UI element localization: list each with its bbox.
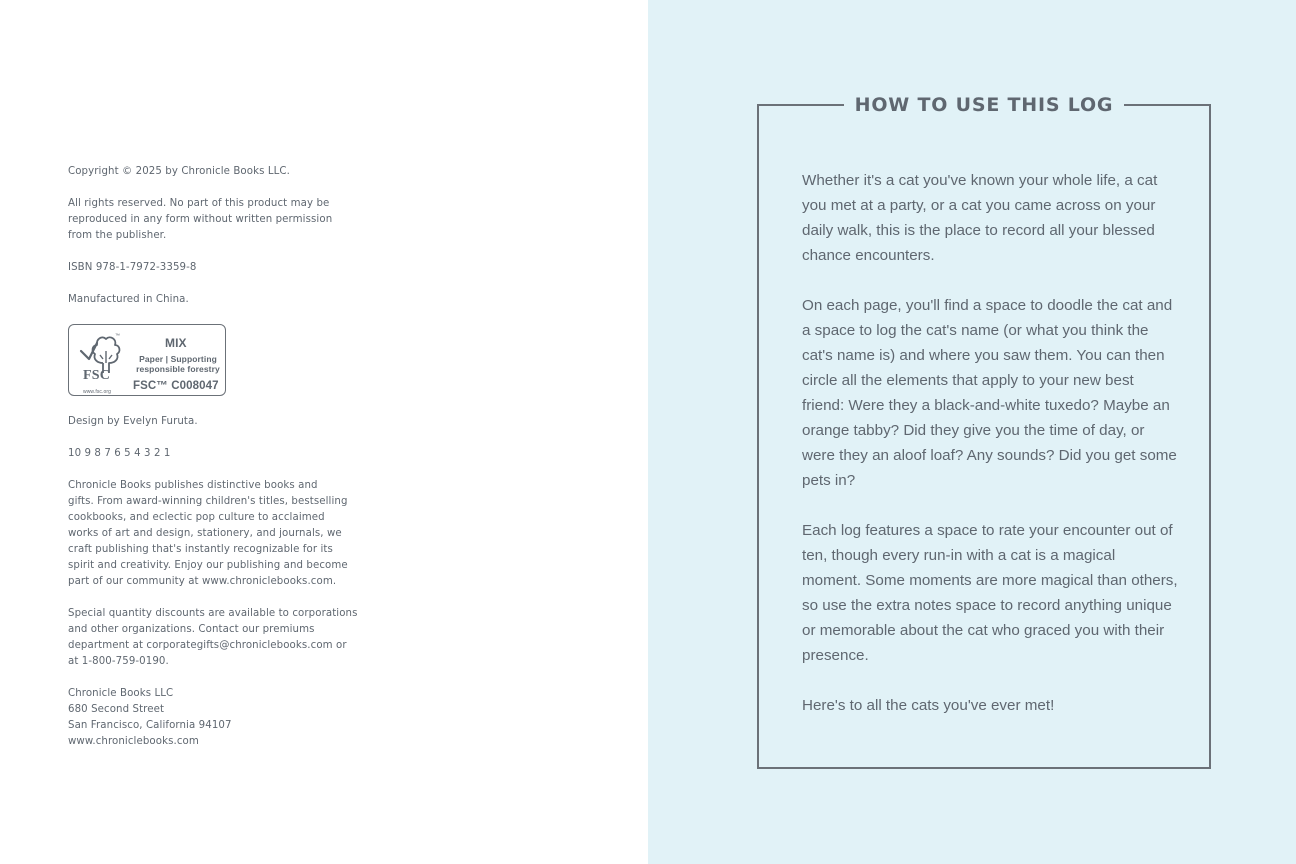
manufactured-in: Manufactured in China. — [68, 294, 189, 305]
publisher-about: Chronicle Books publishes distinctive books and gifts. From award-winning children's titles, bestselling cookbooks, and eclectic pop culture to acclaimed works of art and design, stationery, and journals, we craft publishing that's instantly recognizable for its spirit and creativity. Enjoy our publishing and become part of our community at www.chroniclebooks.com. — [68, 480, 348, 587]
paragraph-rating: Each log features a space to rate your encounter out of ten, though every run-in with a cat is a magical moment. Some moments are more magical than others, so use the extra notes space to record anything unique or memorable about the cat who graced you with their presence. — [802, 522, 1178, 664]
paragraph-doodle: On each page, you'll find a space to doodle the cat and a space to log the cat's name (or what you think the cat's name is) and where you saw them. You can then circle all the elements that apply to your new best friend: Were they a black-and-white tuxedo? Maybe an orange tabby? Did they give you the time of day, or were they an aloof loaf? Any sounds? Did you get some pets in? — [802, 297, 1177, 489]
fsc-url: www.fsc.org — [83, 389, 112, 395]
design-credit: Design by Evelyn Furuta. — [68, 416, 198, 427]
printing-line: 10 9 8 7 6 5 4 3 2 1 — [68, 448, 171, 459]
fsc-description: Paper | Supporting responsible forestry — [136, 354, 220, 374]
fsc-mix-label: MIX — [165, 336, 187, 350]
isbn: ISBN 978-1-7972-3359-8 — [68, 262, 197, 273]
paragraph-closing: Here's to all the cats you've ever met! — [802, 697, 1055, 714]
rights-statement: All rights reserved. No part of this product may be reproduced in any form without written permission from the publisher. — [68, 198, 333, 241]
copyright-block — [68, 164, 368, 766]
fsc-trademark: ™ — [115, 333, 121, 339]
fsc-code: FSC™ C008047 — [133, 380, 219, 392]
fsc-logo — [68, 324, 226, 396]
fsc-letters: FSC — [83, 368, 111, 383]
page-title: HOW TO USE THIS LOG — [844, 90, 1124, 120]
paragraph-intro: Whether it's a cat you've known your whole life, a cat you met at a party, or a cat you came across on your daily walk, this is the place to record all your blessed chance encounters. — [802, 172, 1158, 264]
instructions-body — [802, 168, 1178, 743]
copyright-line: Copyright © 2025 by Chronicle Books LLC. — [68, 166, 290, 177]
special-sales: Special quantity discounts are available to corporations and other organizations. Contact our premiums department at corporategifts@chroniclebooks.com or at 1-800-759-0190. — [68, 608, 358, 667]
publisher-address: Chronicle Books LLC 680 Second Street San Francisco, California 94107 www.chroniclebooks.com — [68, 688, 232, 747]
